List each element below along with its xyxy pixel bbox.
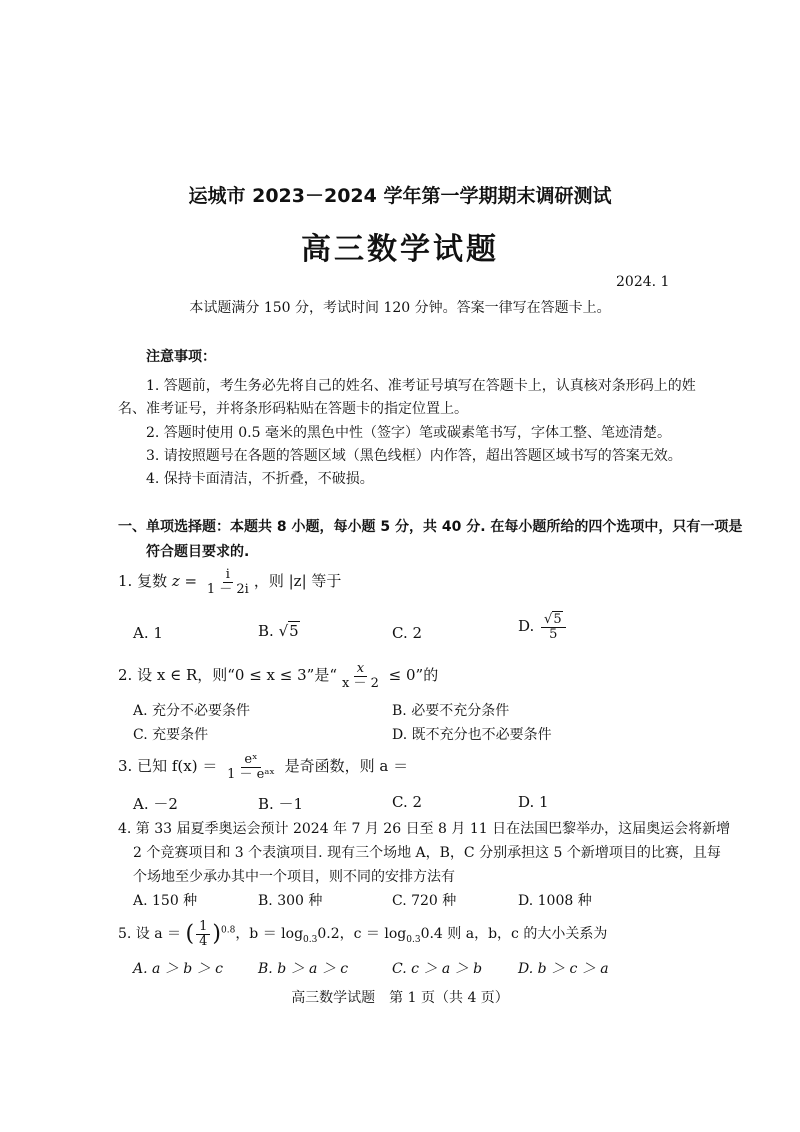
q1-option-d: D. $\frac{√5}{5}$: [518, 613, 568, 641]
notice-item: 4. 保持卡面清洁，不折叠，不破损。: [146, 471, 374, 487]
q1-fraction: $\frac{i}{1 - 2i}$: [206, 567, 249, 597]
question-4-line: 个场地至少承办其中一个项目，则不同的安排方法有: [133, 869, 455, 885]
q5-option-a: A. a ＞ b ＞ c: [133, 961, 223, 977]
q2-option-b: B. 必要不充分条件: [392, 703, 510, 719]
question-4-line: 2 个竞赛项目和 3 个表演项目. 现有三个场地 A，B，C 分别承担这 5 个新增项目的比赛，且每: [133, 845, 721, 861]
q4-option-c: C. 720 种: [392, 893, 457, 909]
exam-date: 2024. 1: [616, 274, 670, 290]
section-heading: 一、单项选择题：本题共 8 小题，每小题 5 分，共 40 分. 在每小题所给的四个选项中，只有一项是: [118, 519, 743, 535]
notice-item: 2. 答题时使用 0.5 毫米的黑色中性（签字）笔或碳素笔书写，字体工整、笔迹清楚。: [146, 425, 671, 441]
q1-option-c: C. 2: [392, 624, 423, 642]
q3-fraction: $\frac{\text{eˣ}}{\text{1 － eᵃˣ}}$: [227, 752, 275, 782]
q3-option-c: C. 2: [392, 793, 423, 811]
question-5: 5. 设 a ＝ ( $\frac{1}{4}$ )$^{0.8}$，$b = \log_{0.3}0.2$，$c = \log_{0.3}0.4$ 则 a，b，c 的大小关系为: [118, 919, 608, 949]
q3-option-a: A. －2: [133, 795, 178, 813]
q3-option-b: B. －1: [258, 795, 304, 813]
notice-item: 1. 答题前，考生务必先将自己的姓名、准考证号填写在答题卡上，认真核对条形码上的姓: [146, 378, 696, 394]
notice-item: 3. 请按照题号在各题的答题区域（黑色线框）内作答，超出答题区域书写的答案无效。: [146, 448, 682, 464]
q3-option-d: D. 1: [518, 793, 549, 811]
q2-fraction: $\frac{x}{x - 2}$: [342, 661, 379, 691]
question-4-line: 4. 第 33 届夏季奥运会预计 2024 年 7 月 26 日至 8 月 11 日在法国巴黎举办，这届奥运会将新增: [118, 821, 731, 837]
question-1: 1. 复数 z = $\frac{i}{1 - 2i}$ ，则 |z| 等于: [118, 567, 342, 597]
exam-title: 运城市 2023－2024 学年第一学期期末调研测试: [188, 185, 612, 207]
page-footer: 高三数学试题 第 1 页（共 4 页）: [291, 990, 509, 1006]
question-3: 3. 已知 f(x) ＝ $\frac{\text{eˣ}}{\text{1 － eᵃˣ}}$ 是奇函数，则 a ＝: [118, 752, 409, 782]
q2-option-c: C. 充要条件: [133, 727, 209, 743]
question-2: 2. 设 x ∈ R，则“0 ≤ x ≤ 3”是“ $\frac{x}{x - 2}$ ≤ 0”的: [118, 661, 439, 691]
q5-option-c: C. c ＞ a ＞ b: [392, 961, 483, 977]
q4-option-a: A. 150 种: [133, 893, 198, 909]
section-heading-cont: 符合题目要求的.: [146, 544, 250, 560]
q2-option-d: D. 既不充分也不必要条件: [392, 727, 552, 743]
q4-option-b: B. 300 种: [258, 893, 323, 909]
q4-option-d: D. 1008 种: [518, 893, 592, 909]
notice-heading: 注意事项：: [146, 349, 216, 365]
exam-info: 本试题满分 150 分，考试时间 120 分钟。答案一律写在答题卡上。: [189, 300, 611, 316]
q1-option-a: A. 1: [133, 624, 163, 642]
exam-subtitle: 高三数学试题: [301, 232, 499, 267]
q5-option-d: D. b ＞ c ＞ a: [518, 961, 609, 977]
q5-option-b: B. b ＞ a ＞ c: [258, 961, 349, 977]
q2-option-a: A. 充分不必要条件: [133, 703, 251, 719]
q1-option-b: B. √5: [258, 622, 299, 640]
notice-item: 名、准考证号，并将条形码粘贴在答题卡的指定位置上。: [118, 401, 468, 417]
